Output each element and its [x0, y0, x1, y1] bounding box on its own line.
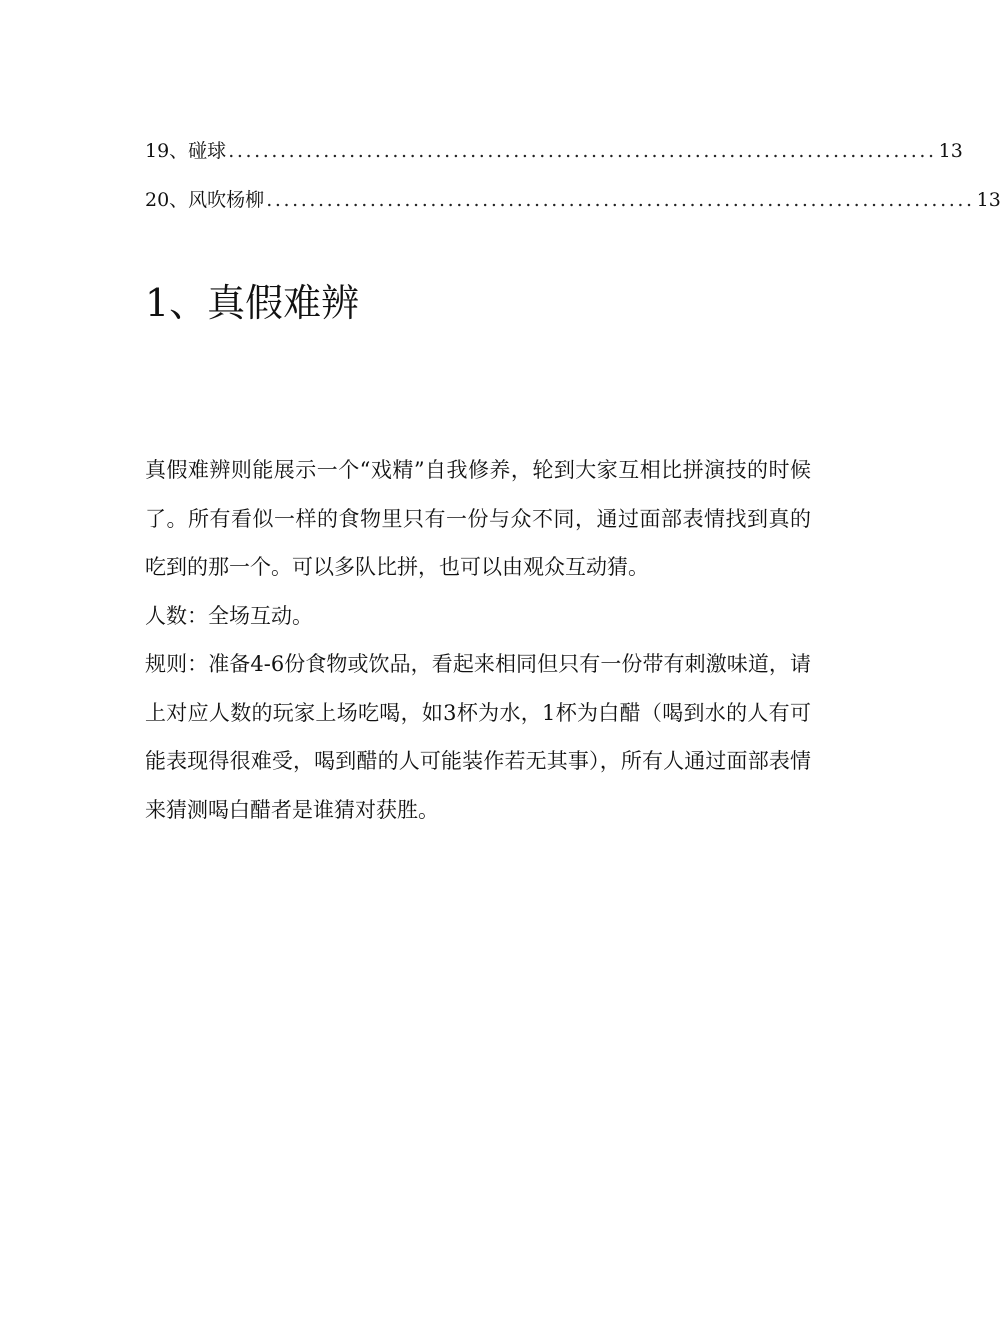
toc-entry-label: 19、碰球: [145, 140, 227, 162]
intro-paragraph: 真假难辨则能展示一个“戏精”自我修养，轮到大家互相比拼演技的时候了。所有看似一样的食物里只有一份与众不同，通过面部表情找到真的吃到的那一个。可以多队比拼，也可以由观众互动猜。: [145, 458, 811, 579]
toc-entry-page: 13: [976, 189, 1001, 211]
toc-entry-page: 13: [938, 140, 963, 162]
toc-leader-dots: ..................................................................................: [228, 140, 937, 162]
toc-entry[interactable]: [145, 185, 1001, 234]
table-of-contents: [145, 136, 1001, 234]
toc-leader-dots: ..................................................................................: [266, 189, 975, 211]
section-heading: 1、真假难辨: [145, 281, 360, 325]
section-body: [145, 446, 811, 834]
toc-entry[interactable]: [145, 136, 963, 185]
players-paragraph: 人数：全场互动。: [145, 603, 313, 628]
toc-entry-label: 20、风吹杨柳: [145, 189, 265, 211]
rules-paragraph: 规则：准备4-6份食物或饮品，看起来相同但只有一份带有刺激味道，请上对应人数的玩家上场吃喝，如3杯为水，1杯为白醋（喝到水的人有可能表现得很难受，喝到醋的人可能装作若无其事），所有人通过面部表情来猜测喝白醋者是谁猜对获胜。: [145, 652, 811, 822]
